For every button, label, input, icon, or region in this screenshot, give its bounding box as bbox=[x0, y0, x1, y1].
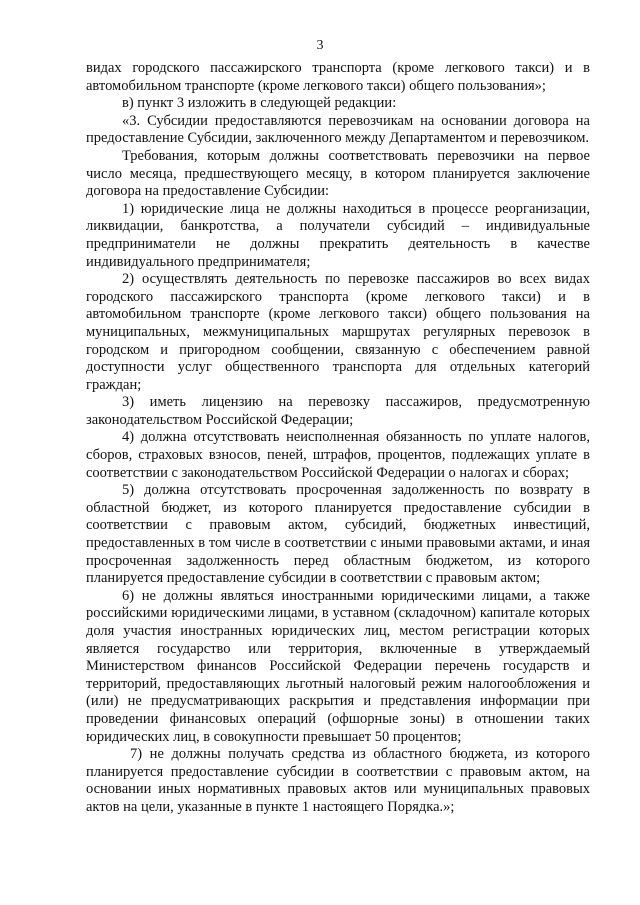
page-number: 3 bbox=[316, 38, 324, 53]
paragraph: 3) иметь лицензию на перевозку пассажиров, предусмотренную законодательством Российской Федерации; bbox=[86, 394, 590, 428]
document-body bbox=[86, 60, 590, 817]
paragraph: 6) не должны являться иностранными юридическими лицами, а также российскими юридическими лицами, в уставном (складочном) капитале которых доля участия иностранных юридических лиц, местом регистрации которых является государство или территория, включенные в утверждаемый Министерством финансов Российской Федерации перечень государств и территорий, предоставляющих льготный налоговый режим налогообложения и (или) не предусматривающих раскрытия и представления информации при проведении финансовых операций (офшорные зоны) в отношении таких юридических лиц, в совокупности превышает 50 процентов; bbox=[86, 587, 590, 745]
paragraph: видах городского пассажирского транспорта (кроме легкового такси) и в автомобильном транспорте (кроме легкового такси) общего пользования»; bbox=[86, 60, 590, 94]
paragraph: 4) должна отсутствовать неисполненная обязанность по уплате налогов, сборов, страховых взносов, пеней, штрафов, процентов, подлежащих уплате в соответствии с законодательством Российской Федерации о налогах и сборах; bbox=[86, 429, 590, 481]
paragraph: «3. Субсидии предоставляются перевозчикам на основании договора на предоставление Субсидии, заключенного между Департаментом и перевозчиком. bbox=[86, 112, 590, 147]
paragraph: 1) юридические лица не должны находиться в процессе реорганизации, ликвидации, банкротства, а получатели субсидий – индивидуальные предприниматели не должны прекратить деятельность в качестве индивидуального предпринимателя; bbox=[86, 200, 590, 270]
paragraph: в) пункт 3 изложить в следующей редакции: bbox=[122, 95, 397, 112]
paragraph: 2) осуществлять деятельность по перевозке пассажиров во всех видах городского пассажирского транспорта (кроме легкового такси) и в автомобильном транспорте (кроме легкового такси) общего пользования на муниципальных, межмуниципальных маршрутах регулярных перевозок в городском и пригородном сообщении, связанную с обеспечением равной доступности услуг общественного транспорта для отдельных категорий граждан; bbox=[86, 271, 590, 393]
paragraph: Требования, которым должны соответствовать перевозчики на первое число месяца, предшествующего месяцу, в котором планируется заключение договора на предоставление Субсидии: bbox=[86, 147, 590, 200]
paragraph: 7) не должны получать средства из областного бюджета, из которого планируется предоставление субсидии в соответствии с правовым актом, на основании иных нормативных правовых актов или муниципальных правовых актов на цели, указанные в пункте 1 настоящего Порядка.»; bbox=[86, 746, 590, 815]
paragraph: 5) должна отсутствовать просроченная задолженность по возврату в областной бюджет, из которого планируется предоставление субсидии в соответствии с правовым актом, субсидий, бюджетных инвестиций, предоставленных в том числе в соответствии с иными правовыми актами, и иная просроченная задолженность перед областным бюджетом, из которого планируется предоставление субсидии в соответствии с правовым актом; bbox=[86, 482, 590, 587]
